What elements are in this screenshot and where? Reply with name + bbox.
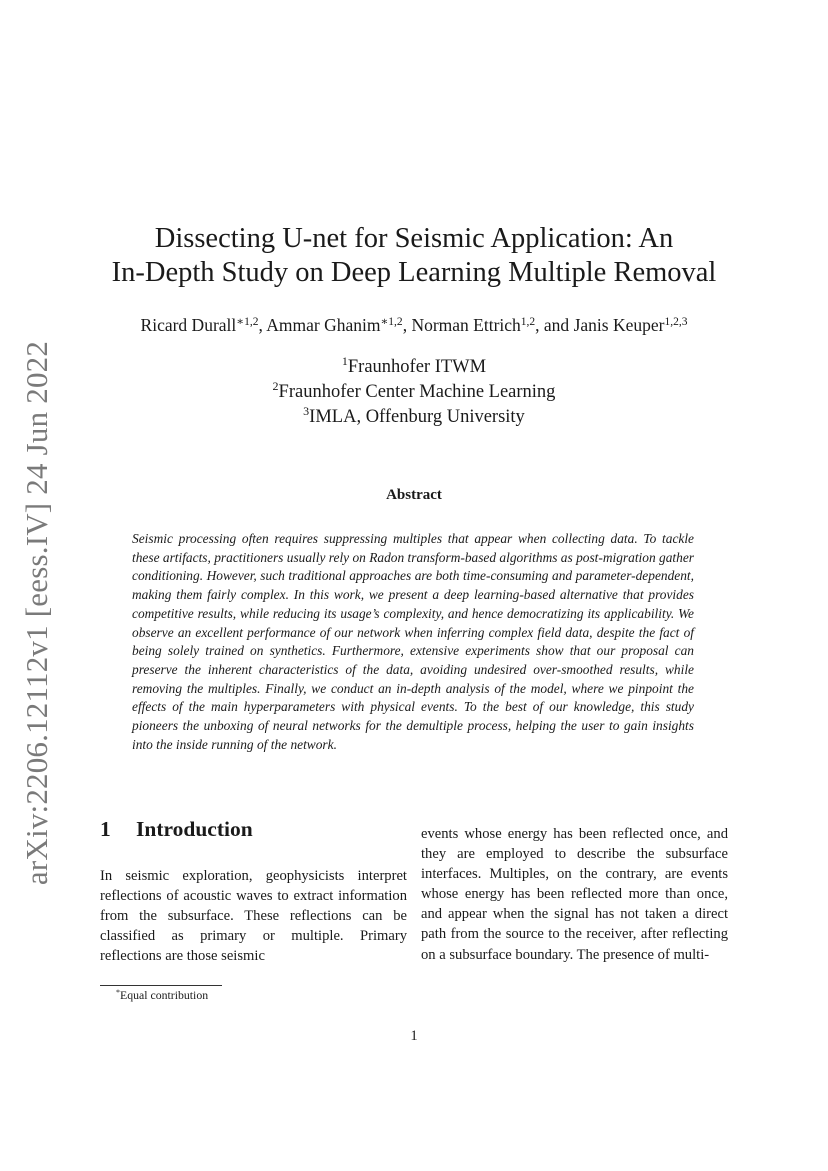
paper-title	[60, 222, 768, 290]
title-line-2: In-Depth Study on Deep Learning Multiple Removal	[111, 257, 717, 288]
author-affiliation-marks: ∗1,2	[236, 316, 259, 328]
section-heading	[100, 817, 253, 842]
author-separator: ,	[258, 315, 267, 335]
author-list	[40, 314, 788, 336]
section-title: Introduction	[136, 817, 253, 841]
footnote-mark: *	[116, 988, 120, 997]
footnote-text: Equal contribution	[120, 988, 209, 1002]
affiliation-mark: 3	[303, 404, 310, 418]
affiliation-mark: 2	[272, 379, 279, 393]
footnote	[116, 988, 208, 1002]
author-name: Ammar Ghanim	[266, 315, 381, 335]
author-affiliation-marks: 1,2,3	[664, 316, 688, 328]
body-text-left-column: In seismic exploration, geophysicists interpret reflections of acoustic waves to extract information from the subsurface. These reflections can be classified as primary or multiple. Primary reflections are those seismic	[100, 868, 407, 965]
author-affiliation-marks: ∗1,2	[380, 316, 403, 328]
affiliation-item	[60, 405, 768, 430]
affiliation-item	[60, 380, 768, 405]
affiliation-name: Fraunhofer Center Machine Learning	[278, 382, 556, 402]
affiliation-name: IMLA, Offenburg University	[309, 407, 525, 427]
page-number: 1	[410, 1028, 418, 1044]
author-separator: ,	[402, 315, 412, 335]
body-text-right-column: events whose energy has been reflected once, and they are employed to describe the subsurface interfaces. Multiples, on the contrary, are events whose energy has been reflected more than once, and appear when the signal has not taken a direct path from the source to the receiver, after reflecting on a subsurface boundary. The presence of multi-	[421, 826, 728, 963]
author-name: Janis Keuper	[573, 315, 665, 335]
author-name: Norman Ettrich	[411, 315, 521, 335]
affiliation-mark: 1	[341, 354, 348, 368]
arxiv-side-stamp	[14, 340, 60, 886]
abstract-text: Seismic processing often requires suppressing multiples that appear when collecting data. To tackle these artifacts, practitioners usually rely on Radon transform-based algorithms as post-migration gather conditioning. However, such traditional approaches are both time-consuming and parameter-dependent, making them fairly complex. In this work, we present a deep learning-based alternative that provides competitive results, while reducing its usage’s complexity, and hence democratizing its applicability. We observe an excellent performance of our network when inferring complex field data, despite the fact of being solely trained on synthetics. Furthermore, extensive experiments show that our proposal can preserve the inherent characteristics of the data, avoiding undesired over-smoothed results, while removing the multiples. Finally, we conduct an in-depth analysis of the model, where we pinpoint the effects of the main hyperparameters with physical events. To the best of our knowledge, this study pioneers the unboxing of neural networks for the demultiple process, helping the user to gain insights into the inside running of the network.	[132, 531, 694, 752]
arxiv-identifier: arXiv:2206.12112v1 [eess.IV] 24 Jun 2022	[19, 340, 54, 886]
author-affiliation-marks: 1,2	[520, 316, 536, 328]
affiliation-item	[60, 355, 768, 380]
affiliation-list	[60, 355, 768, 430]
title-line-1: Dissecting U-net for Seismic Application: An	[154, 223, 674, 254]
section-number: 1	[100, 817, 111, 841]
abstract-heading: Abstract	[386, 487, 442, 503]
author-name: Ricard Durall	[140, 315, 237, 335]
author-separator: , and	[535, 315, 574, 335]
affiliation-name: Fraunhofer ITWM	[347, 357, 487, 377]
footnote-divider	[100, 985, 222, 986]
